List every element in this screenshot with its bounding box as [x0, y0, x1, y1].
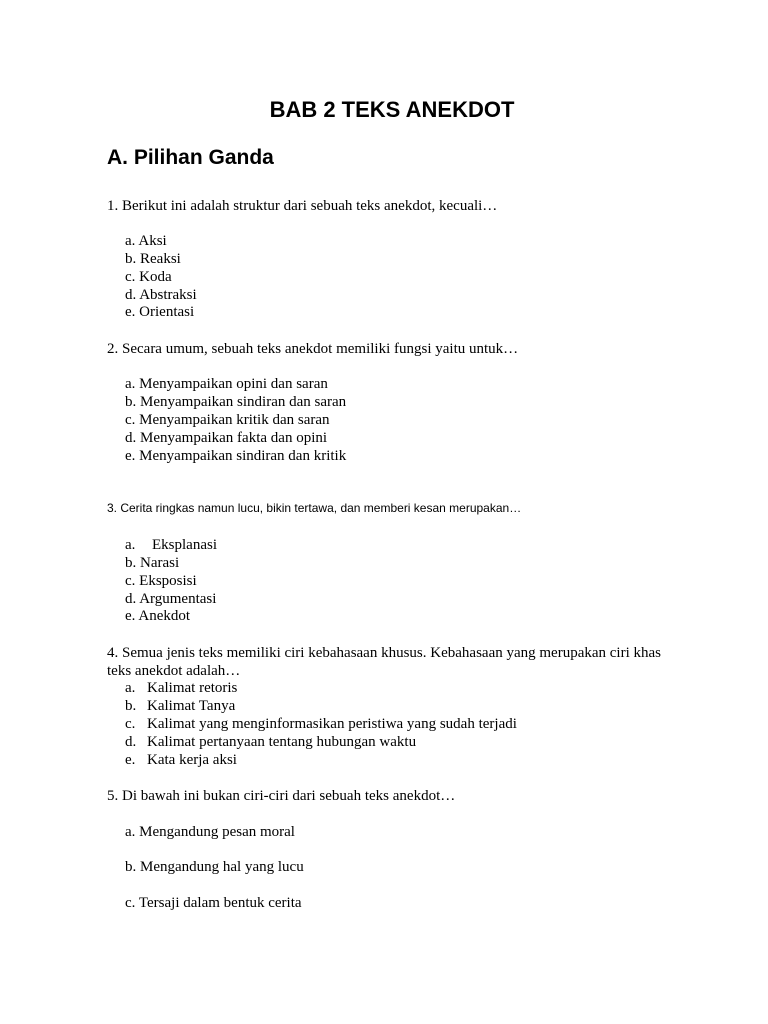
option-text: Menyampaikan sindiran dan kritik [139, 448, 347, 464]
option-letter: d. [125, 734, 137, 750]
q3-option-b [125, 554, 179, 572]
q5-option-b [125, 858, 304, 876]
option-text: Menyampaikan sindiran dan saran [140, 394, 347, 410]
option-text: Reaksi [140, 251, 181, 267]
option-text: Narasi [140, 555, 180, 571]
option-letter: d. [125, 287, 137, 303]
page-title: BAB 2 TEKS ANEKDOT [269, 97, 515, 122]
option-letter: c. [125, 895, 136, 911]
question-2: 2. Secara umum, sebuah teks anekdot memiliki fungsi yaitu untuk… [107, 341, 519, 357]
option-text: Eksplanasi [152, 537, 217, 553]
option-text: Kalimat pertanyaan tentang hubungan waktu [147, 734, 417, 750]
q1-option-a [125, 232, 167, 250]
q1-option-b [125, 250, 181, 268]
option-text: Menyampaikan opini dan saran [139, 376, 328, 392]
option-letter: e. [125, 608, 136, 624]
question-3: 3. Cerita ringkas namun lucu, bikin tertawa, dan memberi kesan merupakan… [107, 501, 522, 515]
option-letter: d. [125, 591, 137, 607]
q4-option-b [125, 697, 235, 715]
question-5: 5. Di bawah ini bukan ciri-ciri dari sebuah teks anekdot… [107, 788, 456, 804]
option-letter: b. [125, 555, 137, 571]
q3-option-d [125, 590, 216, 608]
q1-option-e [125, 303, 194, 321]
option-text: Mengandung hal yang lucu [140, 859, 304, 875]
option-letter: d. [125, 430, 137, 446]
option-text: Menyampaikan fakta dan opini [140, 430, 328, 446]
q5-option-a [125, 823, 295, 841]
option-letter: e. [125, 752, 136, 768]
option-letter: a. [125, 680, 136, 696]
option-letter: c. [125, 412, 136, 428]
option-text: Kata kerja aksi [147, 752, 237, 768]
option-text: Kalimat retoris [147, 680, 238, 696]
q2-option-b [125, 393, 346, 411]
option-letter: b. [125, 394, 137, 410]
option-text: Mengandung pesan moral [139, 824, 295, 840]
option-letter: b. [125, 251, 137, 267]
question-1: 1. Berikut ini adalah struktur dari sebuah teks anekdot, kecuali… [107, 198, 498, 214]
q2-option-e [125, 447, 346, 465]
option-text: Orientasi [139, 304, 195, 320]
option-text: Abstraksi [139, 287, 197, 303]
option-letter: a. [125, 376, 136, 392]
section-heading: A. Pilihan Ganda [107, 146, 274, 169]
question-4-line-1: 4. Semua jenis teks memiliki ciri kebahasaan khusus. Kebahasaan yang merupakan ciri khas [107, 645, 662, 661]
q2-option-c [125, 411, 330, 429]
option-letter: c. [125, 573, 136, 589]
q4-option-a [125, 679, 237, 697]
q3-option-e [125, 607, 190, 625]
option-text: Koda [139, 269, 172, 285]
option-text: Anekdot [138, 608, 191, 624]
q1-option-c [125, 268, 172, 286]
option-letter: c. [125, 269, 136, 285]
q5-option-c [125, 894, 302, 912]
option-letter: a. [125, 824, 136, 840]
option-text: Aksi [138, 233, 167, 249]
q4-option-c [125, 715, 517, 733]
q1-option-d [125, 286, 197, 304]
q3-option-c [125, 572, 197, 590]
q2-option-a [125, 375, 328, 393]
option-text: Menyampaikan kritik dan saran [139, 412, 330, 428]
q2-option-d [125, 429, 327, 447]
q4-option-e [125, 751, 237, 769]
q4-option-d [125, 733, 416, 751]
option-letter: e. [125, 304, 136, 320]
option-letter: a. [125, 537, 136, 553]
option-letter: c. [125, 716, 136, 732]
option-text: Kalimat yang menginformasikan peristiwa yang sudah terjadi [147, 716, 517, 732]
option-letter: a. [125, 233, 136, 249]
option-text: Kalimat Tanya [147, 698, 236, 714]
option-letter: b. [125, 698, 137, 714]
option-letter: e. [125, 448, 136, 464]
question-4-line-2: teks anekdot adalah… [107, 663, 241, 679]
q3-option-a [125, 536, 217, 554]
option-text: Eksposisi [139, 573, 197, 589]
option-letter: b. [125, 859, 137, 875]
option-text: Argumentasi [139, 591, 217, 607]
option-text: Tersaji dalam bentuk cerita [138, 895, 302, 911]
